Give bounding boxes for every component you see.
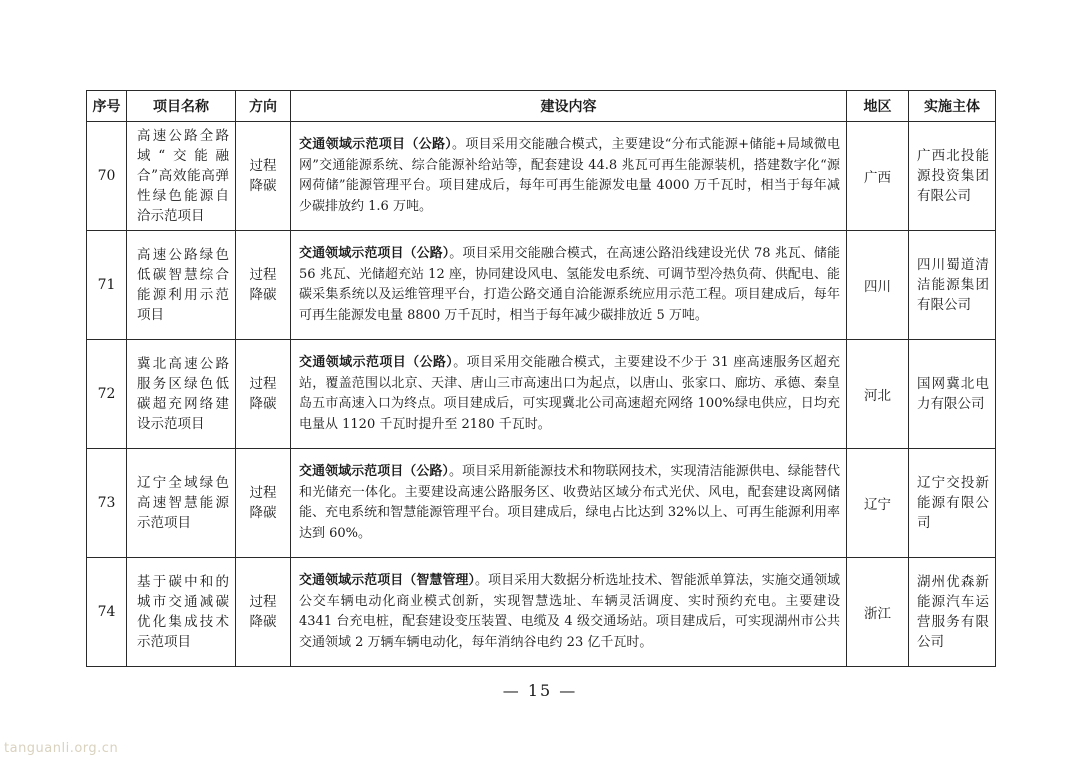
direction-line-1: 过程 <box>249 376 277 392</box>
direction-line-2: 降碳 <box>249 178 277 194</box>
content-lead: 交通领域示范项目（公路） <box>299 246 450 261</box>
content-body: 。项目采用交能融合模式，在高速公路沿线建设光伏 78 兆瓦、储能 56 兆瓦、光储超充站 12 座，协同建设风电、氢能发电系统、可调节型冷热负荷、供配电、能碳采集系统以及运维管理平台，打造公路交通自洽能源系统应用示范工程。项目建成后，每年可再生能源发电量 8800 万千瓦时，相当于每年减少碳排放近 5 万吨。 <box>299 246 840 323</box>
direction-line-2: 降碳 <box>249 505 277 521</box>
header-org: 实施主体 <box>909 91 996 122</box>
row-content <box>291 122 847 231</box>
row-project-name: 高速公路绿色低碳智慧综合能源利用示范项目 <box>127 231 236 340</box>
row-seq: 72 <box>87 340 127 449</box>
row-project-name: 高速公路全路域“交能融合”高效能高弹性绿色能源自洽示范项目 <box>127 122 236 231</box>
row-content <box>291 558 847 667</box>
row-org: 四川蜀道清洁能源集团有限公司 <box>909 231 996 340</box>
row-org: 辽宁交投新能源有限公司 <box>909 449 996 558</box>
row-direction <box>236 231 291 340</box>
row-org: 国网冀北电力有限公司 <box>909 340 996 449</box>
content-lead: 交通领域示范项目（智慧管理） <box>299 573 476 588</box>
header-region: 地区 <box>847 91 909 122</box>
row-content <box>291 231 847 340</box>
row-direction <box>236 558 291 667</box>
row-seq: 74 <box>87 558 127 667</box>
table-header-row <box>87 91 996 122</box>
row-region: 广西 <box>847 122 909 231</box>
direction-line-1: 过程 <box>249 594 277 610</box>
watermark-text: tanguanli.org.cn <box>4 741 119 756</box>
row-region: 辽宁 <box>847 449 909 558</box>
table-row <box>87 558 996 667</box>
row-seq: 73 <box>87 449 127 558</box>
direction-line-2: 降碳 <box>249 287 277 303</box>
row-project-name: 冀北高速公路服务区绿色低碳超充网络建设示范项目 <box>127 340 236 449</box>
content-body: 。项目采用大数据分析选址技术、智能派单算法，实施交通领域公交车辆电动化商业模式创新，实现智慧选址、车辆灵活调度、实时预约充电。主要建设 4341 台充电桩，配套建设变压装置、电缆及 4 级交通场站。项目建成后，可实现湖州市公共交通领域 2 万辆车辆电动化，每年消纳谷电约 23 亿千瓦时。 <box>299 573 840 650</box>
row-project-name: 辽宁全域绿色高速智慧能源示范项目 <box>127 449 236 558</box>
table-row <box>87 231 996 340</box>
content-body: 。项目采用新能源技术和物联网技术，实现清洁能源供电、绿能替代和光储充一体化。主要建设高速公路服务区、收费站区域分布式光伏、风电，配套建设离网储能、充电系统和智慧能源管理平台。项目建成后，绿电占比达到 32%以上、可再生能源利用率达到 60%。 <box>299 464 840 541</box>
table-row <box>87 340 996 449</box>
direction-line-1: 过程 <box>249 485 277 501</box>
header-seq: 序号 <box>87 91 127 122</box>
direction-line-2: 降碳 <box>249 396 277 412</box>
row-direction <box>236 340 291 449</box>
direction-line-1: 过程 <box>249 267 277 283</box>
row-seq: 70 <box>87 122 127 231</box>
direction-line-2: 降碳 <box>249 614 277 630</box>
content-lead: 交通领域示范项目（公路） <box>299 137 453 152</box>
project-table <box>86 90 996 667</box>
row-org: 广西北投能源投资集团有限公司 <box>909 122 996 231</box>
content-body: 。项目采用交能融合模式，主要建设不少于 31 座高速服务区超充站，覆盖范围以北京、天津、唐山三市高速出口为起点，以唐山、张家口、廊坊、承德、秦皇岛五市高速入口为终点。项目建成后，可实现冀北公司高速超充网络 100%绿电供应，日均充电量从 1120 千瓦时提升至 2180 千瓦时。 <box>299 355 840 432</box>
row-content <box>291 340 847 449</box>
row-direction <box>236 122 291 231</box>
page-number: — 15 — <box>502 681 578 700</box>
row-region: 浙江 <box>847 558 909 667</box>
table-row <box>87 449 996 558</box>
row-content <box>291 449 847 558</box>
row-direction <box>236 449 291 558</box>
header-content: 建设内容 <box>291 91 847 122</box>
header-direction: 方向 <box>236 91 291 122</box>
row-project-name: 基于碳中和的城市交通减碳优化集成技术示范项目 <box>127 558 236 667</box>
content-lead: 交通领域示范项目（公路） <box>299 355 454 370</box>
row-org: 湖州优森新能源汽车运营服务有限公司 <box>909 558 996 667</box>
direction-line-1: 过程 <box>249 158 277 174</box>
table-row <box>87 122 996 231</box>
content-body: 。项目采用交能融合模式，主要建设“分布式能源+储能+局域微电网”交通能源系统、综合能源补给站等，配套建设 44.8 兆瓦可再生能源装机，搭建数字化“源网荷储”能源管理平台。项目建成后，每年可再生能源发电量 4000 万千瓦时，相当于每年减少碳排放约 1.6 万吨。 <box>299 137 840 214</box>
header-name: 项目名称 <box>127 91 236 122</box>
row-region: 河北 <box>847 340 909 449</box>
content-lead: 交通领域示范项目（公路） <box>299 464 449 479</box>
row-region: 四川 <box>847 231 909 340</box>
row-seq: 71 <box>87 231 127 340</box>
